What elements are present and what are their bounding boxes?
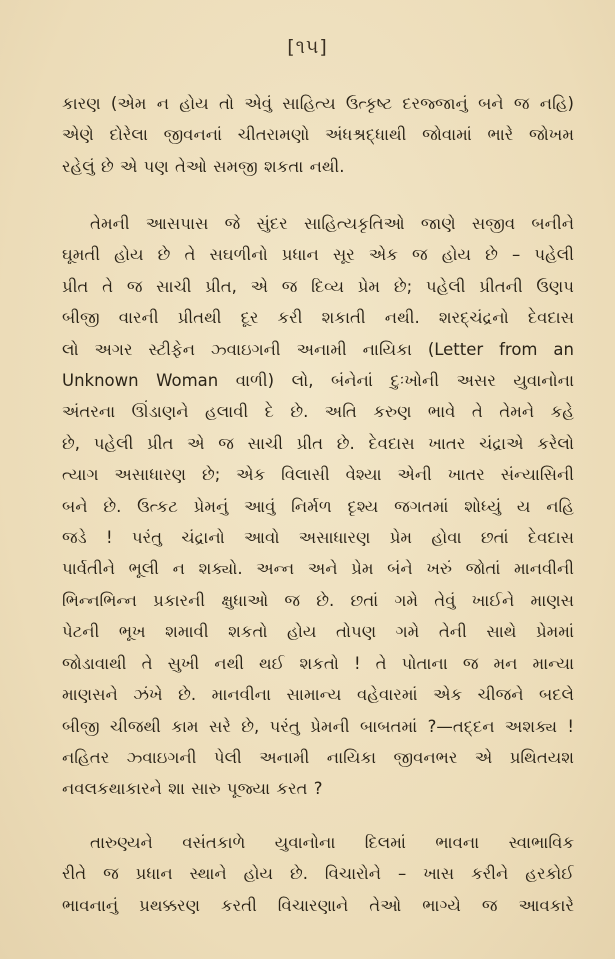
text-line: બીજી વારની પ્રીતથી દૂર કરી શકાતી નથી. શરદ્ચંદ્રનો દેવદાસ: [62, 308, 574, 328]
text-line: તેમની આસપાસ જે સુંદર સાહિત્યકૃતિઓ જાણે સજીવ બનીને: [90, 214, 574, 233]
paragraph-3: [62, 827, 574, 921]
text-line: પાર્વતીને ભૂલી ન શક્યો. અન્ન અને પ્રેમ બંને ખરું જોતાં માનવીની: [62, 559, 574, 579]
text-line: ઘૂમતી હોય છે તે સઘળીનો પ્રધાન સૂર એક જ હોય છે – પહેલી: [62, 245, 574, 265]
text-line: તારુણ્યને વસંતકાળે યુવાનોના દિલમાં ભાવના સ્વાભાવિક: [90, 833, 574, 852]
text-line: પ્રીત તે જ સાચી પ્રીત, એ જ દિવ્ય પ્રેમ છે; પહેલી પ્રીતની ઉણપ: [62, 276, 574, 296]
text-line: રહેલું છે એ પણ તેઓ સમજી શકતા નથી.: [62, 156, 345, 176]
text-line: અંતરના ઊંડાણને હલાવી દે છે. અતિ કરુણ ભાવે તે તેમને કહે: [62, 402, 574, 422]
text-line: ભિન્નભિન્ન પ્રકારની ક્ષુધાઓ જ છે. છતાં ગમે તેવું ખાઈને માણસ: [62, 590, 574, 610]
text-line: બને છે. ઉત્કટ પ્રેમનું આવું નિર્મળ દૃશ્ય જગતમાં શોધ્યું ય નહિ: [62, 496, 574, 516]
paragraph-2: [62, 208, 574, 805]
text-line: રીતે જ પ્રધાન સ્થાને હોય છે. વિચારોને – ખાસ કરીને હરકોઈ: [62, 864, 574, 884]
page-number: [૧૫]: [287, 36, 328, 58]
text-line: લો અગર સ્ટીફેન ઝ્વાઇગની અનામી નાયિકા (Letter from an: [62, 339, 574, 359]
text-line: Unknown Woman વાળી) લો, બંનેનાં દુઃખોની અસર યુવાનોના: [62, 371, 574, 391]
text-line: ત્યાગ અસાધારણ છે; એક વિલાસી વેશ્યા એની ખાતર સંન્યાસિની: [62, 465, 574, 485]
text-line: છે, પહેલી પ્રીત એ જ સાચી પ્રીત છે. દેવદાસ ખાતર ચંદ્રાએ કરેલો: [62, 433, 574, 453]
text-line: જડે ! પરંતુ ચંદ્રાનો આવો અસાધારણ પ્રેમ હોવા છતાં દેવદાસ: [62, 528, 574, 548]
text-line: નહિતર ઝ્વાઇગની પેલી અનામી નાયિકા જીવનભર એ પ્રથિતયશ: [62, 747, 574, 767]
text-line: પેટની ભૂખ શમાવી શકતો હોય તોપણ ગમે તેની સાથે પ્રેમમાં: [62, 622, 574, 642]
text-line: બીજી ચીજથી કામ સરે છે, પરંતુ પ્રેમની બાબતમાં ?—તદ્દન અશક્ય !: [62, 716, 574, 736]
text-line: નવલકથાકારને શા સારુ પૂજ્યા કરત ?: [62, 779, 323, 799]
text-line: જોડાવાથી તે સુખી નથી થઈ શકતો ! તે પોતાના જ મન માન્યા: [62, 653, 574, 673]
text-line: ભાવનાનું પ્રથક્કરણ કરતી વિચારણાને તેઓ ભાગ્યે જ આવકારે: [62, 895, 574, 915]
text-line: એણે દોરેલા જીવનનાં ચીતરામણો અંધશ્રદ્ધાથી જોવામાં ભારે જોખમ: [62, 125, 574, 145]
text-line: કારણ (એમ ન હોય તો એવું સાહિત્ય ઉત્કૃષ્ટ દરજ્જાનું બને જ નહિ): [62, 94, 574, 113]
paragraph-1: [62, 88, 574, 182]
text-line: માણસને ઝંખે છે. માનવીના સામાન્ય વહેવારમાં એક ચીજને બદલે: [62, 685, 574, 705]
